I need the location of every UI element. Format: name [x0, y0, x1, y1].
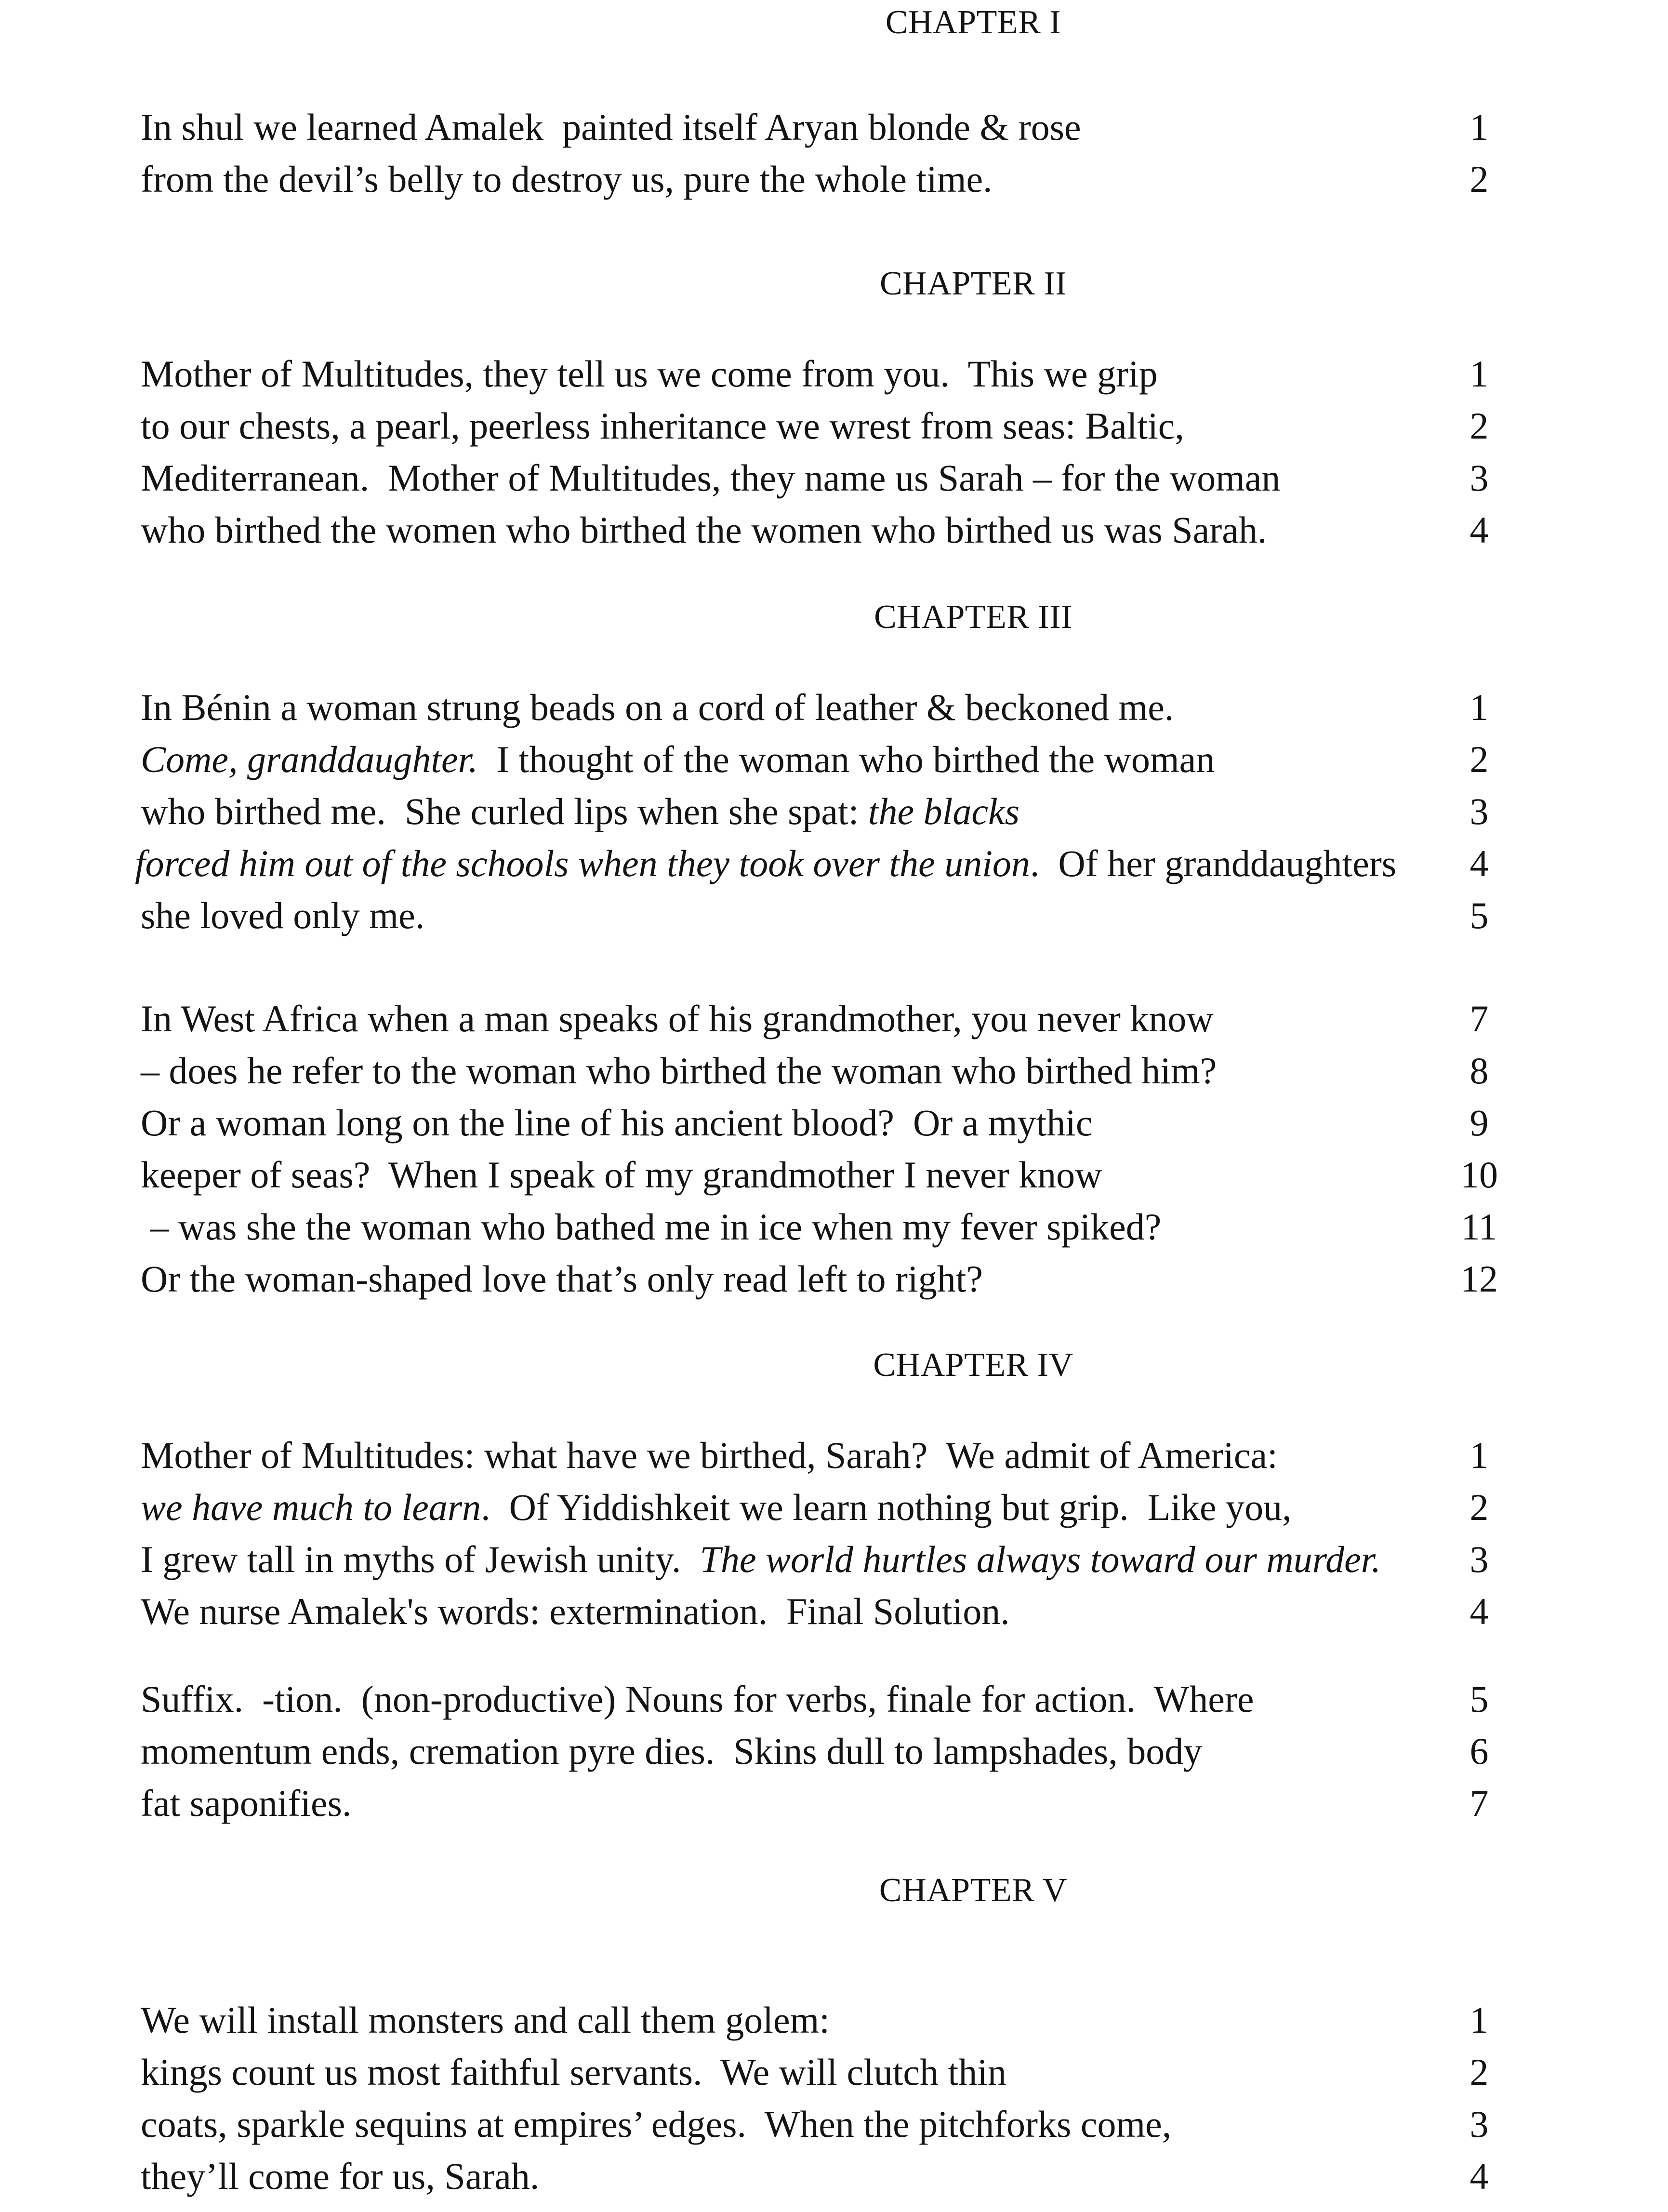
poem-line: In shul we learned Amalek painted itself Aryan blonde & rose	[141, 106, 1081, 148]
line-number: 7	[1469, 998, 1489, 1039]
line-number: 1	[1469, 106, 1489, 148]
poem-line: they’ll come for us, Sarah.	[141, 2155, 540, 2197]
chapter-heading: CHAPTER I	[885, 4, 1061, 41]
poem-line: fat saponifies.	[141, 1782, 352, 1824]
poem-line: from the devil’s belly to destroy us, pure the whole time.	[141, 158, 993, 200]
line-number: 3	[1469, 1538, 1489, 1580]
poem-line: Mother of Multitudes: what have we birthed, Sarah? We admit of America:	[141, 1434, 1278, 1476]
poem-line: Or the woman-shaped love that’s only read left to right?	[141, 1258, 983, 1300]
line-number: 4	[1469, 2155, 1489, 2197]
poem-line: who birthed me. She curled lips when she spat: the blacks	[141, 790, 1019, 832]
poem-line: coats, sparkle sequins at empires’ edges. When the pitchforks come,	[141, 2103, 1172, 2145]
line-number: 2	[1469, 405, 1489, 447]
poem-line: Mediterranean. Mother of Multitudes, they name us Sarah – for the woman	[141, 457, 1281, 499]
poem-line: In West Africa when a man speaks of his grandmother, you never know	[141, 998, 1214, 1039]
line-number: 1	[1469, 1434, 1489, 1476]
line-number: 9	[1469, 1102, 1489, 1144]
line-number: 4	[1469, 1590, 1489, 1632]
poem-line: – does he refer to the woman who birthed the woman who birthed him?	[141, 1050, 1217, 1092]
poem-line: Mother of Multitudes, they tell us we come from you. This we grip	[141, 353, 1158, 395]
line-number: 11	[1461, 1206, 1497, 1248]
poem-line: We nurse Amalek's words: extermination. Final Solution.	[141, 1590, 1010, 1632]
poem-line: – was she the woman who bathed me in ice when my fever spiked?	[141, 1206, 1162, 1248]
line-number: 4	[1469, 842, 1489, 884]
poem-line: We will install monsters and call them golem:	[141, 1999, 830, 2041]
poem-line: Or a woman long on the line of his ancient blood? Or a mythic	[141, 1102, 1093, 1144]
poem-line: momentum ends, cremation pyre dies. Skins dull to lampshades, body	[141, 1730, 1203, 1772]
chapter-heading: CHAPTER V	[879, 1872, 1068, 1909]
chapter-heading: CHAPTER IV	[873, 1346, 1073, 1384]
line-number: 3	[1469, 2103, 1489, 2145]
poem-line: Come, granddaughter. I thought of the woman who birthed the woman	[141, 738, 1215, 780]
poem-line: In Bénin a woman strung beads on a cord of leather & beckoned me.	[141, 686, 1174, 728]
poem-line: she loved only me.	[141, 894, 425, 936]
chapter-heading: CHAPTER II	[879, 265, 1067, 302]
line-number: 12	[1460, 1258, 1498, 1300]
poem-line: keeper of seas? When I speak of my grandmother I never know	[141, 1154, 1102, 1196]
line-number: 5	[1469, 894, 1489, 936]
line-number: 2	[1469, 1486, 1489, 1528]
line-number: 1	[1469, 1999, 1489, 2041]
poem-line: we have much to learn. Of Yiddishkeit we learn nothing but grip. Like you,	[141, 1486, 1292, 1528]
line-number: 2	[1469, 2051, 1489, 2093]
line-number: 7	[1469, 1782, 1489, 1824]
line-number: 10	[1460, 1154, 1498, 1196]
line-number: 2	[1469, 158, 1489, 200]
poem-line: kings count us most faithful servants. We will clutch thin	[141, 2051, 1006, 2093]
line-number: 4	[1469, 509, 1489, 551]
line-number: 1	[1469, 353, 1489, 395]
chapter-heading: CHAPTER III	[874, 599, 1072, 636]
poem-line: Suffix. -tion. (non-productive) Nouns for verbs, finale for action. Where	[141, 1678, 1254, 1720]
line-number: 2	[1469, 738, 1489, 780]
poem-line: who birthed the women who birthed the women who birthed us was Sarah.	[141, 509, 1267, 551]
line-number: 1	[1469, 686, 1489, 728]
poem-line: forced him out of the schools when they took over the union. Of her granddaughters	[135, 842, 1397, 884]
line-number: 8	[1469, 1050, 1489, 1092]
line-number: 3	[1469, 790, 1489, 832]
poem-line: to our chests, a pearl, peerless inheritance we wrest from seas: Baltic,	[141, 405, 1184, 447]
poem-line: I grew tall in myths of Jewish unity. The world hurtles always toward our murder.	[141, 1538, 1381, 1580]
line-number: 3	[1469, 457, 1489, 499]
line-number: 6	[1469, 1730, 1489, 1772]
line-number: 5	[1469, 1678, 1489, 1720]
